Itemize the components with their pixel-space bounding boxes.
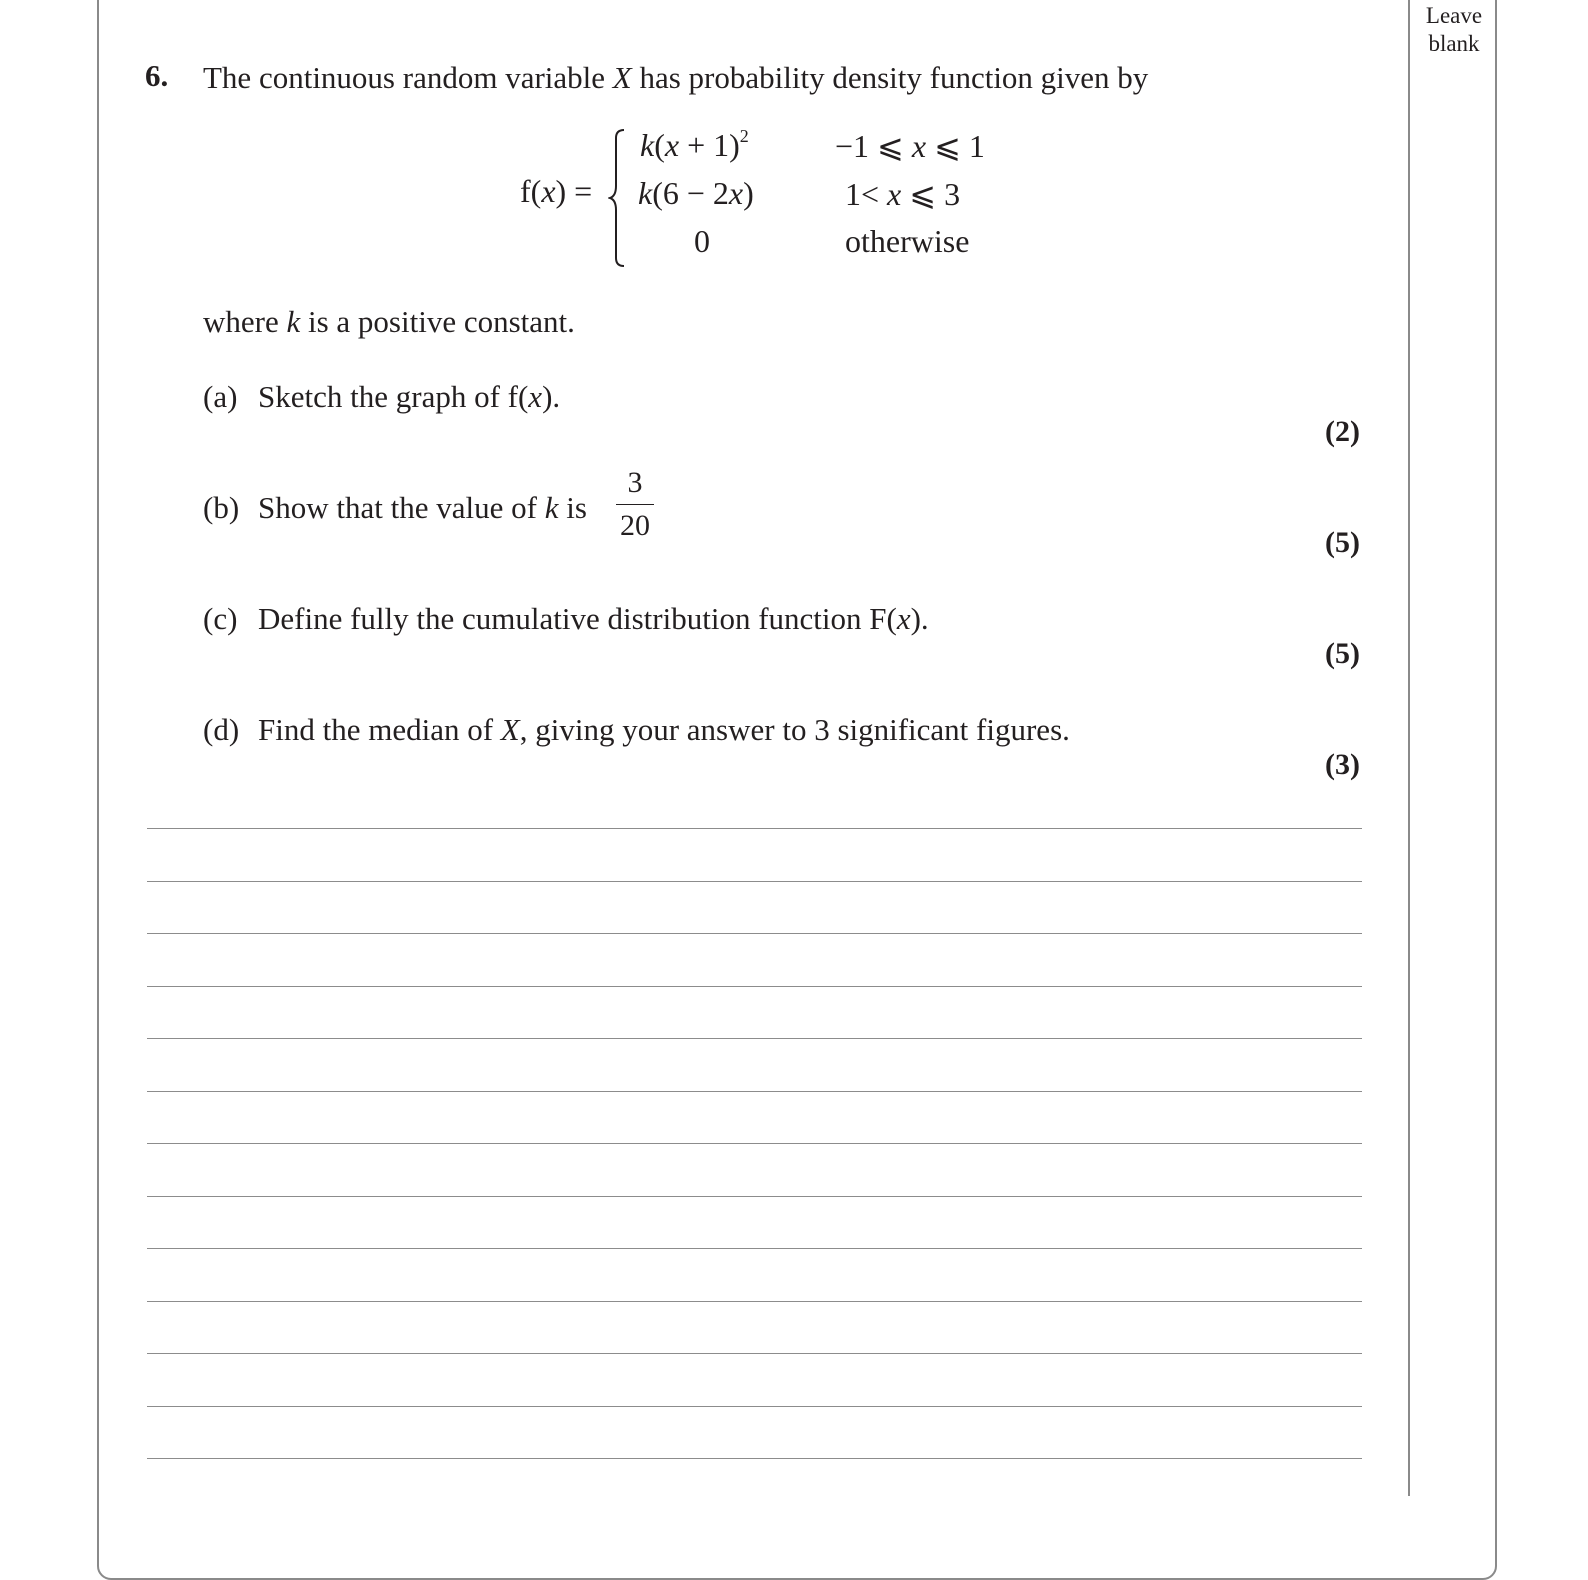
- pdf-case-2-expr: k(6 − 2x): [638, 175, 754, 211]
- answer-line[interactable]: [147, 1301, 1362, 1302]
- part-c: (c) Define fully the cumulative distribution function F(x).: [203, 601, 929, 636]
- question-intro: The continuous random variable X has probability density function given by: [203, 60, 1149, 95]
- pdf-case-3-condition: otherwise: [845, 223, 970, 259]
- fraction-denominator: 20: [620, 509, 650, 542]
- answer-line[interactable]: [147, 1248, 1362, 1249]
- leave-blank-label: Leave blank: [1425, 3, 1483, 56]
- answer-area[interactable]: [147, 0, 1362, 1496]
- answer-line[interactable]: [147, 1458, 1362, 1459]
- pdf-lhs: f(x) =: [520, 173, 593, 209]
- pdf-case-3-expr: 0: [694, 223, 710, 259]
- part-b-marks: (5): [1325, 526, 1360, 559]
- part-d-marks: (3): [1325, 748, 1360, 781]
- answer-line[interactable]: [147, 881, 1362, 882]
- pdf-case-2-condition: 1< x ⩽ 3: [845, 176, 961, 212]
- fraction-numerator: 3: [627, 466, 643, 499]
- part-a-marks: (2): [1325, 415, 1360, 448]
- constant-statement: where k is a positive constant.: [203, 304, 575, 339]
- answer-line[interactable]: [147, 933, 1362, 934]
- part-c-marks: (5): [1325, 637, 1360, 670]
- answer-line[interactable]: [147, 1091, 1362, 1092]
- pdf-case-1-expr: $k(x + 1)^2$: [640, 126, 749, 163]
- answer-line[interactable]: [147, 828, 1362, 829]
- pdf-case-1-condition: −1 ⩽ x ⩽ 1: [835, 128, 985, 164]
- part-d: (d) Find the median of X, giving your answer to 3 significant figures.: [203, 712, 1070, 747]
- answer-line[interactable]: [147, 1196, 1362, 1197]
- answer-line[interactable]: [147, 1143, 1362, 1144]
- margin-divider: [1408, 0, 1410, 1496]
- part-b: (b) Show that the value of k is: [203, 490, 587, 525]
- answer-line[interactable]: [147, 1038, 1362, 1039]
- answer-line[interactable]: [147, 1406, 1362, 1407]
- answer-line[interactable]: [147, 1353, 1362, 1354]
- answer-line[interactable]: [147, 986, 1362, 987]
- part-a: (a) Sketch the graph of f(x).: [203, 379, 561, 414]
- question-number: 6.: [145, 58, 169, 93]
